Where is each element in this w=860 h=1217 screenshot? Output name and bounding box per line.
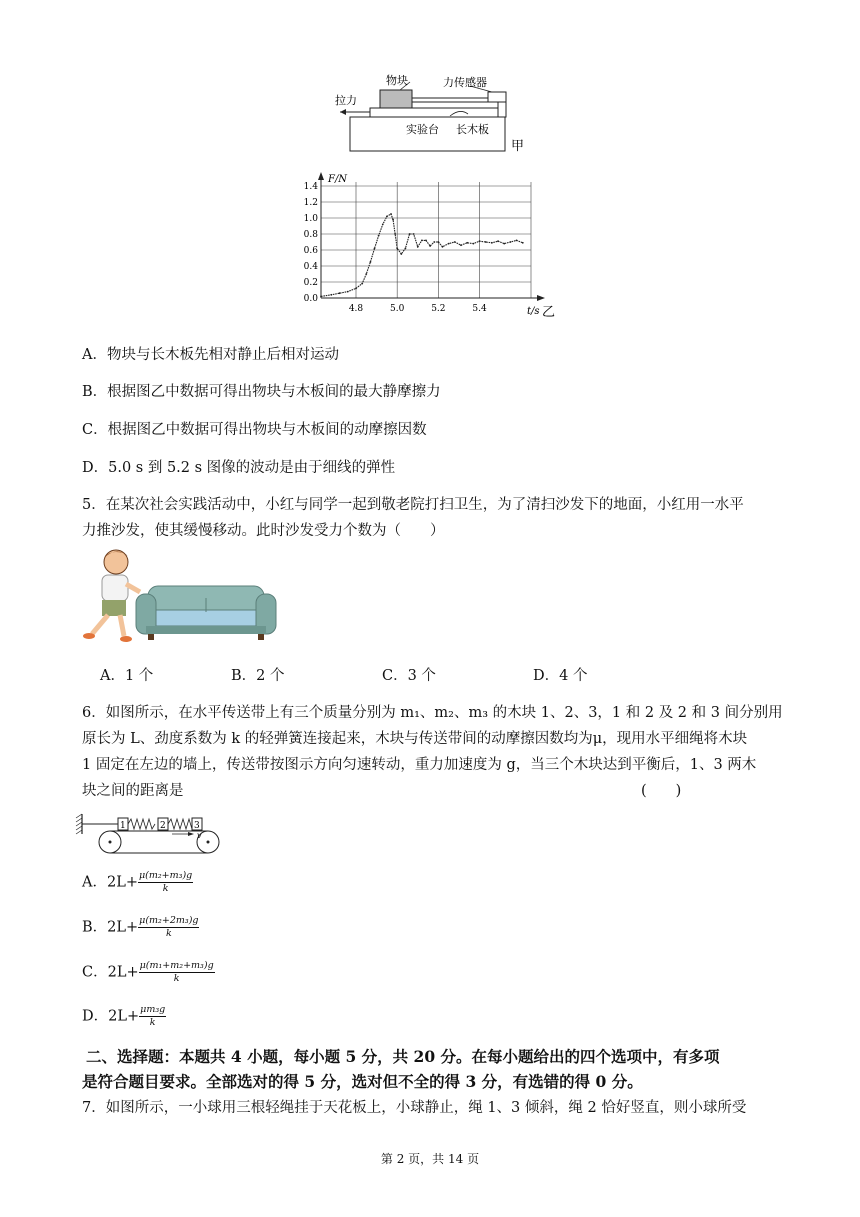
q5-option-c[interactable]: C．3 个	[382, 668, 436, 684]
data-point	[448, 243, 450, 245]
q4-option-b[interactable]: B．根据图乙中数据可得出物块与木板间的最大静摩擦力	[82, 384, 441, 400]
data-point	[394, 233, 396, 235]
sensor-box	[488, 92, 506, 102]
y-tick-label: 1.4	[303, 182, 318, 192]
data-point	[370, 261, 372, 263]
svg-text:1: 1	[120, 821, 126, 831]
q7-stem-line1: 7．如图所示，一小球用三根轻绳挂于天花板上，小球静止，绳 1、3 倾斜，绳 2 恰好竖直，则小球所受	[82, 1100, 747, 1116]
sofa-illustration	[80, 548, 280, 648]
q5-option-a[interactable]: A．1 个	[100, 668, 154, 684]
y-tick-label: 0.4	[303, 262, 318, 272]
page-footer: 第 2 页，共 14 页	[380, 1152, 480, 1166]
q4-option-d[interactable]: D．5.0 s 到 5.2 s 图像的波动是由于细线的弹性	[82, 460, 396, 476]
q6-stem-line2: 原长为 L、劲度系数为 k 的轻弹簧连接起来，木块与传送带间的动摩擦因数均为μ，现用水平细绳将木块	[82, 731, 748, 747]
data-point	[417, 246, 419, 248]
data-point	[425, 240, 427, 242]
data-point	[454, 241, 456, 243]
data-point	[516, 240, 518, 242]
data-point	[460, 244, 462, 246]
q6-option-a[interactable]: A．2L+ $\frac{\text{μ(m₂+m₃)g}}{k}$	[82, 870, 193, 894]
y-tick-label: 1.2	[303, 198, 318, 208]
q6-stem-line1: 6．如图所示，在水平传送带上有三个质量分别为 m₁、m₂、m₃ 的木块 1、2、3，1 和 2 及 2 和 3 间分别用	[82, 705, 783, 721]
q6-option-c[interactable]: C．2L+ $\frac{\text{μ(m₁+m₂+m₃)g}}{k}$	[82, 960, 214, 984]
data-point	[361, 283, 363, 285]
y-tick-label: 1.0	[303, 214, 318, 224]
data-point	[491, 242, 493, 244]
data-point	[413, 233, 415, 235]
spring-1	[128, 819, 155, 829]
chart-series	[320, 213, 524, 297]
data-point	[396, 248, 398, 250]
q4-option-c[interactable]: C．根据图乙中数据可得出物块与木板间的动摩擦因数	[82, 422, 427, 438]
data-point	[433, 241, 435, 243]
q6-option-b[interactable]: B．2L+ $\frac{\text{μ(m₂+2m₃)g}}{k}$	[82, 915, 199, 939]
data-point	[392, 219, 394, 221]
block	[380, 90, 412, 108]
spring-2	[168, 819, 194, 829]
data-point	[386, 216, 388, 218]
data-point	[472, 243, 474, 245]
y-tick-label: 0.6	[303, 246, 318, 256]
data-point	[442, 246, 444, 248]
q5-stem-line2: 力推沙发，使其缓慢移动。此时沙发受力个数为（ ）	[82, 523, 445, 539]
label-block: 物块	[386, 74, 408, 87]
data-point	[374, 248, 376, 250]
data-point	[400, 253, 402, 255]
q6-stem-line4: 块之间的距离是	[82, 783, 184, 799]
data-point	[355, 288, 357, 290]
chart-tag: 乙	[542, 305, 556, 320]
data-point	[479, 240, 481, 242]
label-jia: 甲	[511, 139, 525, 154]
q5-stem-line1: 5．在某次社会实践活动中，小红与同学一起到敬老院打扫卫生，为了清扫沙发下的地面，小红用一水平	[82, 497, 744, 513]
section2-header-line2: 是符合题目要求。全部选对的得 5 分，选对但不全的得 3 分，有选错的得 0 分。	[82, 1072, 643, 1091]
data-point	[409, 233, 411, 235]
label-sensor: 力传感器	[443, 76, 487, 89]
series-line	[321, 214, 523, 296]
data-point	[390, 213, 392, 215]
data-point	[347, 291, 349, 293]
person-shirt	[102, 575, 128, 601]
data-point	[437, 241, 439, 243]
x-tick-label: 4.8	[348, 304, 364, 314]
y-tick-label: 0.2	[303, 278, 318, 288]
section2-header-line1: 二、选择题：本题共 4 小题，每小题 5 分，共 20 分。在每小题给出的四个选项中，有多项	[86, 1047, 720, 1066]
y-tick-label: 0.0	[303, 294, 318, 304]
q6-option-d[interactable]: D．2L+ $\frac{\text{μm₃g}}{k}$	[82, 1004, 166, 1028]
label-pull: 拉力	[335, 94, 357, 107]
svg-text:3: 3	[194, 821, 200, 831]
sofa-seat	[152, 610, 260, 626]
q4-option-a[interactable]: A．物块与长木板先相对静止后相对运动	[82, 347, 339, 363]
data-point	[378, 235, 380, 237]
data-point	[320, 296, 322, 298]
y-axis-label: F/N	[328, 174, 348, 185]
q6-stem-line3: 1 固定在左边的墙上，传送带按图示方向匀速转动，重力加速度为 g，当三个木块达到平衡后，1、3 两木	[82, 757, 757, 773]
label-board: 长木板	[456, 123, 489, 136]
data-point	[382, 224, 384, 226]
figure-jia	[330, 70, 530, 155]
data-point	[522, 242, 524, 244]
y-tick-label: 0.8	[303, 230, 318, 240]
conveyor-figure	[72, 812, 227, 858]
data-point	[421, 240, 423, 242]
x-axis-label: t/s	[527, 306, 540, 317]
data-point	[339, 292, 341, 294]
x-tick-label: 5.0	[390, 304, 405, 314]
person-head	[104, 550, 128, 574]
svg-text:v: v	[197, 831, 202, 840]
data-point	[429, 245, 431, 247]
data-point	[485, 241, 487, 243]
data-point	[405, 248, 407, 250]
long-board	[370, 108, 505, 117]
q6-answer-paren: ( )	[641, 783, 682, 799]
data-point	[466, 242, 468, 244]
label-table: 实验台	[406, 123, 439, 136]
data-point	[365, 273, 367, 275]
q5-option-b[interactable]: B．2 个	[231, 668, 285, 684]
svg-text:2: 2	[160, 821, 166, 831]
x-tick-label: 5.4	[472, 304, 487, 314]
data-point	[330, 294, 332, 296]
data-point	[510, 241, 512, 243]
data-point	[497, 240, 499, 242]
x-tick-label: 5.2	[431, 304, 446, 314]
q5-option-d[interactable]: D．4 个	[533, 668, 588, 684]
figure-yi-chart	[295, 168, 565, 320]
data-point	[503, 243, 505, 245]
